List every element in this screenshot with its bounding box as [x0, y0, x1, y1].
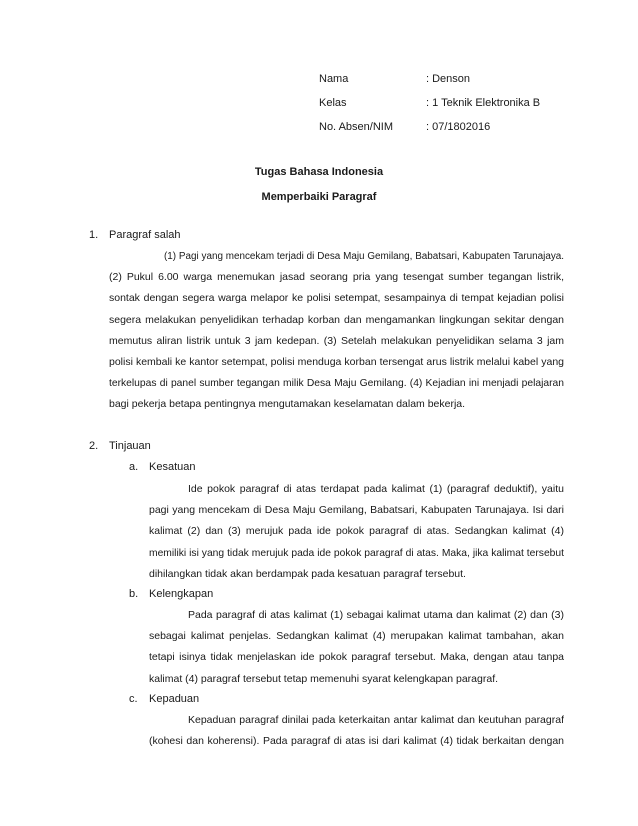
section-number: 2.	[89, 440, 99, 452]
info-value: : 07/1802016	[426, 121, 491, 133]
subsection-marker: c.	[129, 693, 138, 705]
paragraph-line: (1) Pagi yang mencekam terjadi di Desa Maju Gemilang, Babatsari, Kabupaten Tarunajaya.	[164, 251, 564, 262]
paragraph-line: pagi yang mencekam di Desa Maju Gemilang, Babatsari, Kabupaten Tarunajaya. Isi dari	[149, 504, 564, 517]
paragraph-line: dihilangkan tidak akan berdampak pada kesatuan paragraf tersebut.	[149, 567, 466, 580]
paragraph-line: tetapi isinya tidak menjelaskan ide pokok paragraf tersebut. Maka, dengan atau tanpa	[149, 651, 564, 664]
paragraph-line: sebagai kalimat penjelas. Sedangkan kalimat (4) merupakan kalimat tambahan, akan	[149, 630, 564, 643]
paragraph-kesatuan	[149, 482, 564, 588]
paragraph-line: (2) Pukul 6.00 warga menemukan jasad seorang pria yang tesengat sumber tegangan listrik,	[109, 271, 564, 284]
info-row-kelas	[319, 96, 540, 120]
paragraph-line: terkelupas di panel sumber tegangan milik Desa Maju Gemilang. (4) Kejadian ini menjadi pelajaran	[109, 378, 564, 390]
paragraph-line: kalimat (4) paragraf tersebut tetap memenuhi syarat kelengkapan paragraf.	[149, 672, 499, 685]
paragraph-salah	[109, 249, 564, 419]
paragraph-kelengkapan	[149, 608, 564, 693]
paragraph-line: segera melakukan penyelidikan terhadap korban dan mengamankan lingkungan sekitar dengan	[109, 313, 564, 326]
student-info	[319, 72, 540, 144]
subsection-marker: b.	[129, 588, 139, 600]
info-value: : 1 Teknik Elektronika B	[426, 97, 541, 109]
paragraph-line: sontak dengan segera warga melapor ke polisi setempat, sesampainya di tempat kejadian polisi	[109, 292, 564, 305]
paragraph-line: bagi pekerja betapa pentingnya mengutamakan keselamatan dalam bekerja.	[109, 398, 466, 411]
subsection-heading: Kepaduan	[149, 693, 200, 705]
info-value: : Denson	[426, 73, 471, 85]
info-label: Kelas	[319, 97, 347, 109]
paragraph-line: memiliki isi yang tidak merujuk pada ide pokok paragraf di atas. Maka, jika kalimat tersebut	[149, 547, 564, 559]
document-subtitle: Memperbaiki Paragraf	[261, 191, 377, 203]
info-label: No. Absen/NIM	[319, 121, 393, 133]
paragraph-kepaduan	[149, 713, 564, 755]
subsection-heading: Kelengkapan	[149, 588, 214, 600]
section-heading: Tinjauan	[109, 440, 151, 452]
paragraph-line: Pada paragraf di atas kalimat (1) sebagai kalimat utama dan kalimat (2) dan (3)	[188, 609, 564, 621]
subsection-heading: Kesatuan	[149, 461, 196, 473]
paragraph-line: polisi kembali ke kantor setempat, polisi menduga korban tersengat arus listrik melalui kabel yang	[109, 355, 564, 368]
section-number: 1.	[89, 229, 99, 241]
paragraph-line: Ide pokok paragraf di atas terdapat pada kalimat (1) (paragraf deduktif), yaitu	[188, 483, 564, 495]
subsection-marker: a.	[129, 461, 139, 473]
paragraph-line: memutus aliran listrik untuk 3 jam kedepan. (3) Setelah melakukan penyelidikan selama 3 jam	[109, 334, 564, 347]
section-heading: Paragraf salah	[109, 229, 181, 241]
info-label: Nama	[319, 73, 349, 85]
info-row-nama	[319, 72, 540, 96]
paragraph-line: kalimat (2) dan (3) merujuk pada ide pokok paragraf di atas. Sedangkan kalimat (4)	[149, 525, 564, 538]
document-title: Tugas Bahasa Indonesia	[254, 166, 384, 178]
paragraph-line: Kepaduan paragraf dinilai pada keterkaitan antar kalimat dan keutuhan paragraf	[188, 714, 564, 726]
paragraph-line: (kohesi dan koherensi). Pada paragraf di atas isi dari kalimat (4) tidak berkaitan dengan	[149, 735, 564, 748]
info-row-nim	[319, 120, 540, 144]
